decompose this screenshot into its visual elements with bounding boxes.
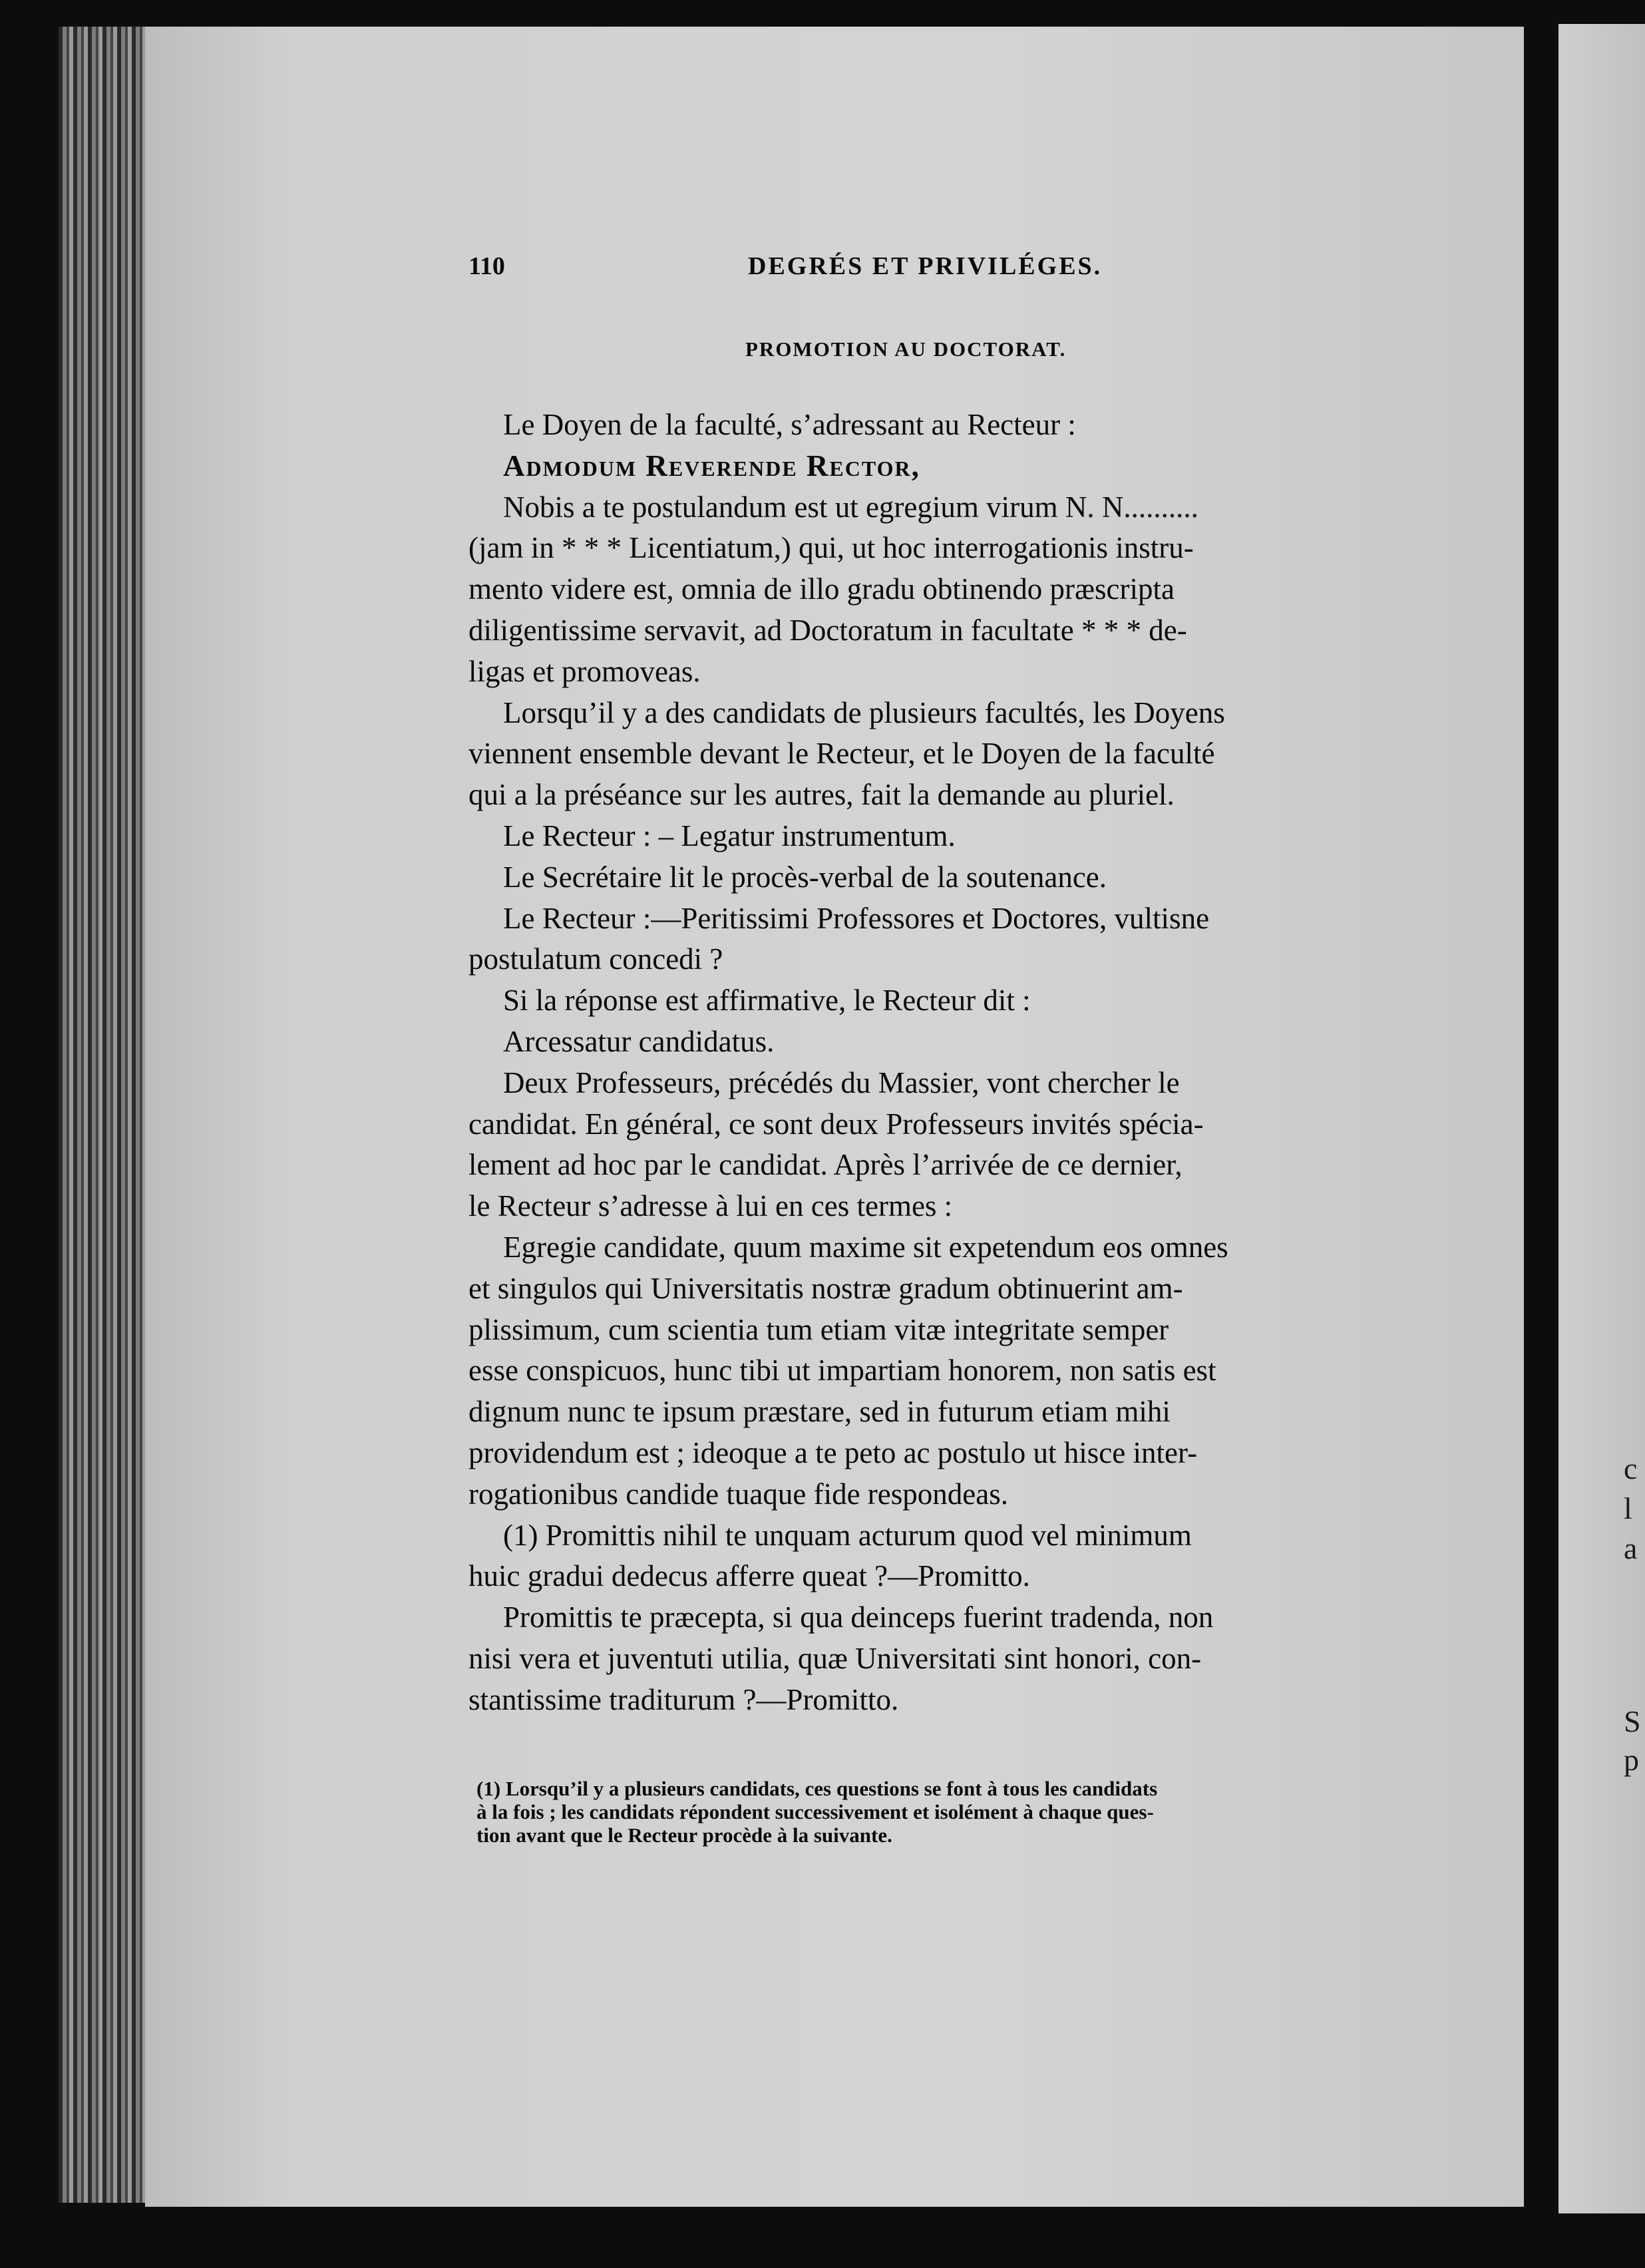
facing-page-letter: S — [1624, 1704, 1641, 1738]
text-line: et singulos qui Universitatis nostræ gradum obtinuerint am- — [468, 1271, 1183, 1305]
page-header — [468, 252, 1400, 281]
text-line: mento videre est, omnia de illo gradu obtinendo præscripta — [468, 572, 1175, 606]
body-text — [468, 405, 1405, 1721]
text-line: dignum nunc te ipsum præstare, sed in futurum etiam mihi — [468, 1395, 1171, 1429]
text-line: qui a la préséance sur les autres, fait la demande au pluriel. — [468, 778, 1175, 812]
text-line: postulatum concedi ? — [468, 942, 723, 976]
text-line: plissimum, cum scientia tum etiam vitæ integritate semper — [468, 1312, 1169, 1346]
text-line: Lorsqu’il y a des candidats de plusieurs facultés, les Doyens — [503, 695, 1225, 729]
text-line: rogationibus candide tuaque fide respondeas. — [468, 1477, 1008, 1511]
text-line: huic gradui dedecus afferre queat ?—Promitto. — [468, 1559, 1030, 1593]
text-line: Si la réponse est affirmative, le Recteur dit : — [503, 984, 1031, 1018]
facing-page-letter: c — [1624, 1451, 1638, 1485]
text-line: Nobis a te postulandum est ut egregium virum N. N.......... — [503, 490, 1198, 524]
text-line: Promittis te præcepta, si qua deinceps fuerint tradenda, non — [503, 1601, 1214, 1634]
text-line: providendum est ; ideoque a te peto ac postulo ut hisce inter- — [468, 1435, 1198, 1469]
text-line: stantissime traditurum ?—Promitto. — [468, 1682, 899, 1716]
text-line: Arcessatur candidatus. — [503, 1024, 775, 1058]
text-line: le Recteur s’adresse à lui en ces termes : — [468, 1189, 953, 1223]
page-number: 110 — [468, 252, 505, 280]
text-line: nisi vera et juventuti utilia, quæ Universitati sint honori, con- — [468, 1641, 1202, 1675]
text-line: diligentissime servavit, ad Doctoratum in facultate * * * de- — [468, 613, 1187, 647]
text-line: (1) Promittis nihil te unquam acturum quod vel minimum — [503, 1518, 1192, 1552]
section-title: PROMOTION AU DOCTORAT. — [745, 337, 1067, 361]
text-line: (jam in * * * Licentiatum,) qui, ut hoc interrogationis instru- — [468, 531, 1194, 565]
text-line: Le Recteur : – Legatur instrumentum. — [503, 819, 956, 852]
text-line: lement ad hoc par le candidat. Après l’arrivée de ce dernier, — [468, 1148, 1183, 1182]
text-line: Egregie candidate, quum maxime sit expetendum eos omnes — [503, 1230, 1228, 1264]
text-line: Deux Professeurs, précédés du Massier, vont chercher le — [503, 1065, 1180, 1099]
facing-page-letter: p — [1624, 1743, 1639, 1777]
text-line: Admodum Reverende Rector, — [503, 449, 920, 482]
text-line: Le Secrétaire lit le procès-verbal de la soutenance. — [503, 860, 1107, 894]
running-title: DEGRÉS ET PRIVILÉGES. — [748, 252, 1103, 280]
facing-page-letter: l — [1624, 1491, 1632, 1525]
footnote-line: (1) Lorsqu’il y a plusieurs candidats, ces questions se font à tous les candidats — [476, 1777, 1158, 1800]
footnote-line: à la fois ; les candidats répondent successivement et isolément à chaque ques- — [476, 1800, 1154, 1823]
text-line: esse conspicuos, hunc tibi ut impartiam honorem, non satis est — [468, 1354, 1216, 1388]
footnote — [476, 1777, 1405, 1847]
text-line: Le Recteur :—Peritissimi Professores et Doctores, vultisne — [503, 901, 1210, 935]
facing-page-letter: a — [1624, 1531, 1638, 1565]
text-line: Le Doyen de la faculté, s’adressant au Recteur : — [503, 408, 1076, 441]
text-line: candidat. En général, ce sont deux Professeurs invités spécia- — [468, 1107, 1204, 1141]
text-line: viennent ensemble devant le Recteur, et le Doyen de la faculté — [468, 737, 1215, 771]
footnote-line: tion avant que le Recteur procède à la suivante. — [476, 1823, 892, 1847]
text-line: ligas et promoveas. — [468, 654, 701, 688]
facing-page-edge — [1558, 24, 1645, 2213]
